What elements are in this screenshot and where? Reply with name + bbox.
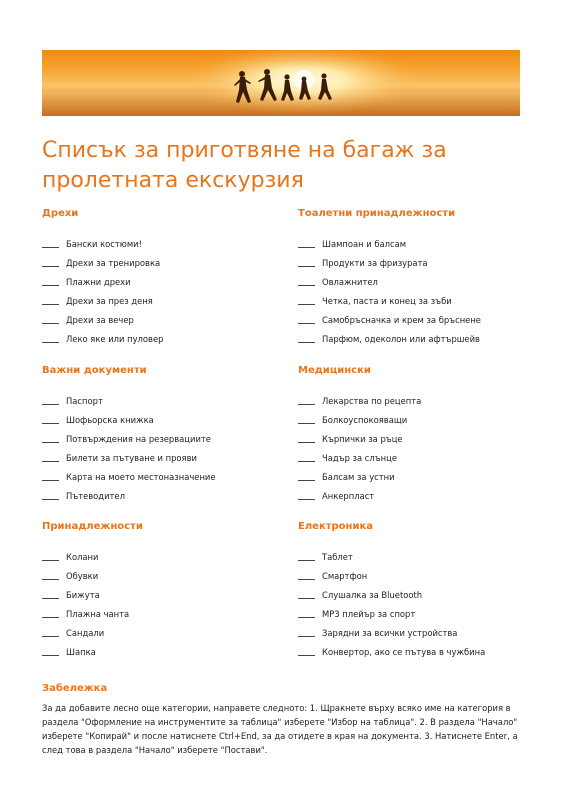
item-label: Смартфон [322,571,368,581]
list-item [298,326,538,345]
item-label: Потвърждения на резервациите [66,434,211,444]
section-heading: Принадлежности [42,521,143,532]
item-label: Продукти за фризурата [322,258,428,268]
item-label: Сандали [66,628,105,638]
checkbox-line[interactable] [298,461,315,462]
checkbox-line[interactable] [42,342,59,343]
list-item [298,288,538,307]
checkbox-line[interactable] [42,323,59,324]
item-label: Леко яке или пуловер [66,334,164,344]
list-item [42,620,282,639]
checkbox-line[interactable] [298,598,315,599]
checkbox-line[interactable] [298,636,315,637]
checkbox-line[interactable] [298,423,315,424]
beach-runners-illustration [42,50,520,116]
item-label: Билети за пътуване и прояви [66,453,197,463]
item-label: Балсам за устни [322,472,395,482]
item-label: Таблет [322,552,353,562]
list-item [42,307,282,326]
checkbox-line[interactable] [298,323,315,324]
checkbox-line[interactable] [298,304,315,305]
checkbox-line[interactable] [298,617,315,618]
checkbox-line[interactable] [42,499,59,500]
checkbox-line[interactable] [42,304,59,305]
checkbox-line[interactable] [298,285,315,286]
item-label: Колани [66,552,99,562]
checkbox-line[interactable] [42,560,59,561]
list-item [298,483,538,502]
checklist [298,231,538,345]
checklist [298,544,538,658]
banner-image [42,50,520,116]
item-label: Слушалка за Bluetooth [322,590,423,600]
list-item [42,231,282,250]
item-label: Обувки [66,571,99,581]
section-heading: Електроника [298,521,373,532]
item-label: Четка, паста и конец за зъби [322,296,452,306]
section-accessories [42,520,282,658]
list-item [298,620,538,639]
section-heading: Дрехи [42,208,79,219]
checkbox-line[interactable] [42,636,59,637]
list-item [42,582,282,601]
list-item [42,445,282,464]
item-label: Карта на моето местоназначение [66,472,216,482]
item-label: Шапка [66,647,96,657]
list-item [42,288,282,307]
section-documents [42,364,282,502]
section-clothes [42,207,282,345]
list-item [42,426,282,445]
section-heading: Тоалетни принадлежности [298,208,456,219]
section-electronics [298,520,538,658]
list-item [298,250,538,269]
checkbox-line[interactable] [42,247,59,248]
checkbox-line[interactable] [298,266,315,267]
list-item [298,639,538,658]
checklist [298,388,538,502]
list-item [298,231,538,250]
item-label: Дрехи за тренировка [66,258,161,268]
checkbox-line[interactable] [298,655,315,656]
item-label: Дрехи за през деня [66,296,153,306]
item-label: Пътеводител [66,491,125,501]
checkbox-line[interactable] [42,404,59,405]
checkbox-line[interactable] [298,404,315,405]
checkbox-line[interactable] [42,579,59,580]
list-item [42,326,282,345]
checkbox-line[interactable] [42,442,59,443]
list-item [42,483,282,502]
list-item [42,269,282,288]
checklist [42,231,282,345]
item-label: MP3 плейър за спорт [322,609,416,619]
checkbox-line[interactable] [298,560,315,561]
list-item [42,388,282,407]
item-label: Паспорт [66,396,103,406]
item-label: Лекарства по рецепта [322,396,422,406]
checkbox-line[interactable] [298,579,315,580]
list-item [42,639,282,658]
checkbox-line[interactable] [42,480,59,481]
item-label: Болкоуспокояващи [322,415,408,425]
item-label: Парфюм, одеколон или афтършейв [322,334,480,344]
note-heading: Забележка [42,683,108,694]
list-item [298,407,538,426]
page-title: Списък за приготвяне на багаж за пролетната екскурзия [42,138,447,193]
item-label: Бански костюми! [66,239,142,249]
list-item [298,445,538,464]
item-label: Шампоан и балсам [322,239,407,249]
list-item [42,464,282,483]
item-label: Конвертор, ако се пътува в чужбина [322,647,486,657]
list-item [42,544,282,563]
checklist [42,388,282,502]
list-item [42,601,282,620]
list-item [298,544,538,563]
list-item [42,407,282,426]
item-label: Овлажнител [322,277,378,287]
list-item [298,307,538,326]
item-label: Плажна чанта [66,609,130,619]
checkbox-line[interactable] [42,461,59,462]
checkbox-line[interactable] [298,442,315,443]
section-heading: Медицински [298,365,371,376]
checkbox-line[interactable] [298,499,315,500]
item-label: Кърпички за ръце [322,434,403,444]
section-heading: Важни документи [42,365,147,376]
checkbox-line[interactable] [42,285,59,286]
list-item [298,269,538,288]
checkbox-line[interactable] [42,598,59,599]
list-item [298,582,538,601]
item-label: Шофьорска книжка [66,415,154,425]
list-item [298,426,538,445]
item-label: Самобръсначка и крем за бръснене [322,315,481,325]
checkbox-line[interactable] [42,617,59,618]
checkbox-line[interactable] [298,480,315,481]
item-label: Зарядни за всички устройства [322,628,458,638]
item-label: Плажни дрехи [66,277,131,287]
item-label: Анкерпласт [322,491,375,501]
item-label: Бижута [66,590,100,600]
checklist [42,544,282,658]
list-item [298,563,538,582]
list-item [298,464,538,483]
section-medical [298,364,538,502]
checkbox-line[interactable] [298,342,315,343]
checkbox-line[interactable] [42,266,59,267]
list-item [42,250,282,269]
checkbox-line[interactable] [42,423,59,424]
checkbox-line[interactable] [298,247,315,248]
section-toiletries [298,207,538,345]
item-label: Дрехи за вечер [66,315,134,325]
item-label: Чадър за слънце [322,453,398,463]
list-item [42,563,282,582]
checkbox-line[interactable] [42,655,59,656]
list-item [298,388,538,407]
note-text: За да добавите лесно още категории, направете следното: 1. Щракнете върху всяко име на категория в раздела "Оформление на инструментите за таблица" изберете "Избор на таблица". 2. В раздела "Начало" изберете "Копирай" и после натиснете Ctrl+End, за да отидете в края на документа. 3. Натиснете Enter, а след това в раздела "Начало" изберете "Постави". [42,703,518,755]
list-item [298,601,538,620]
